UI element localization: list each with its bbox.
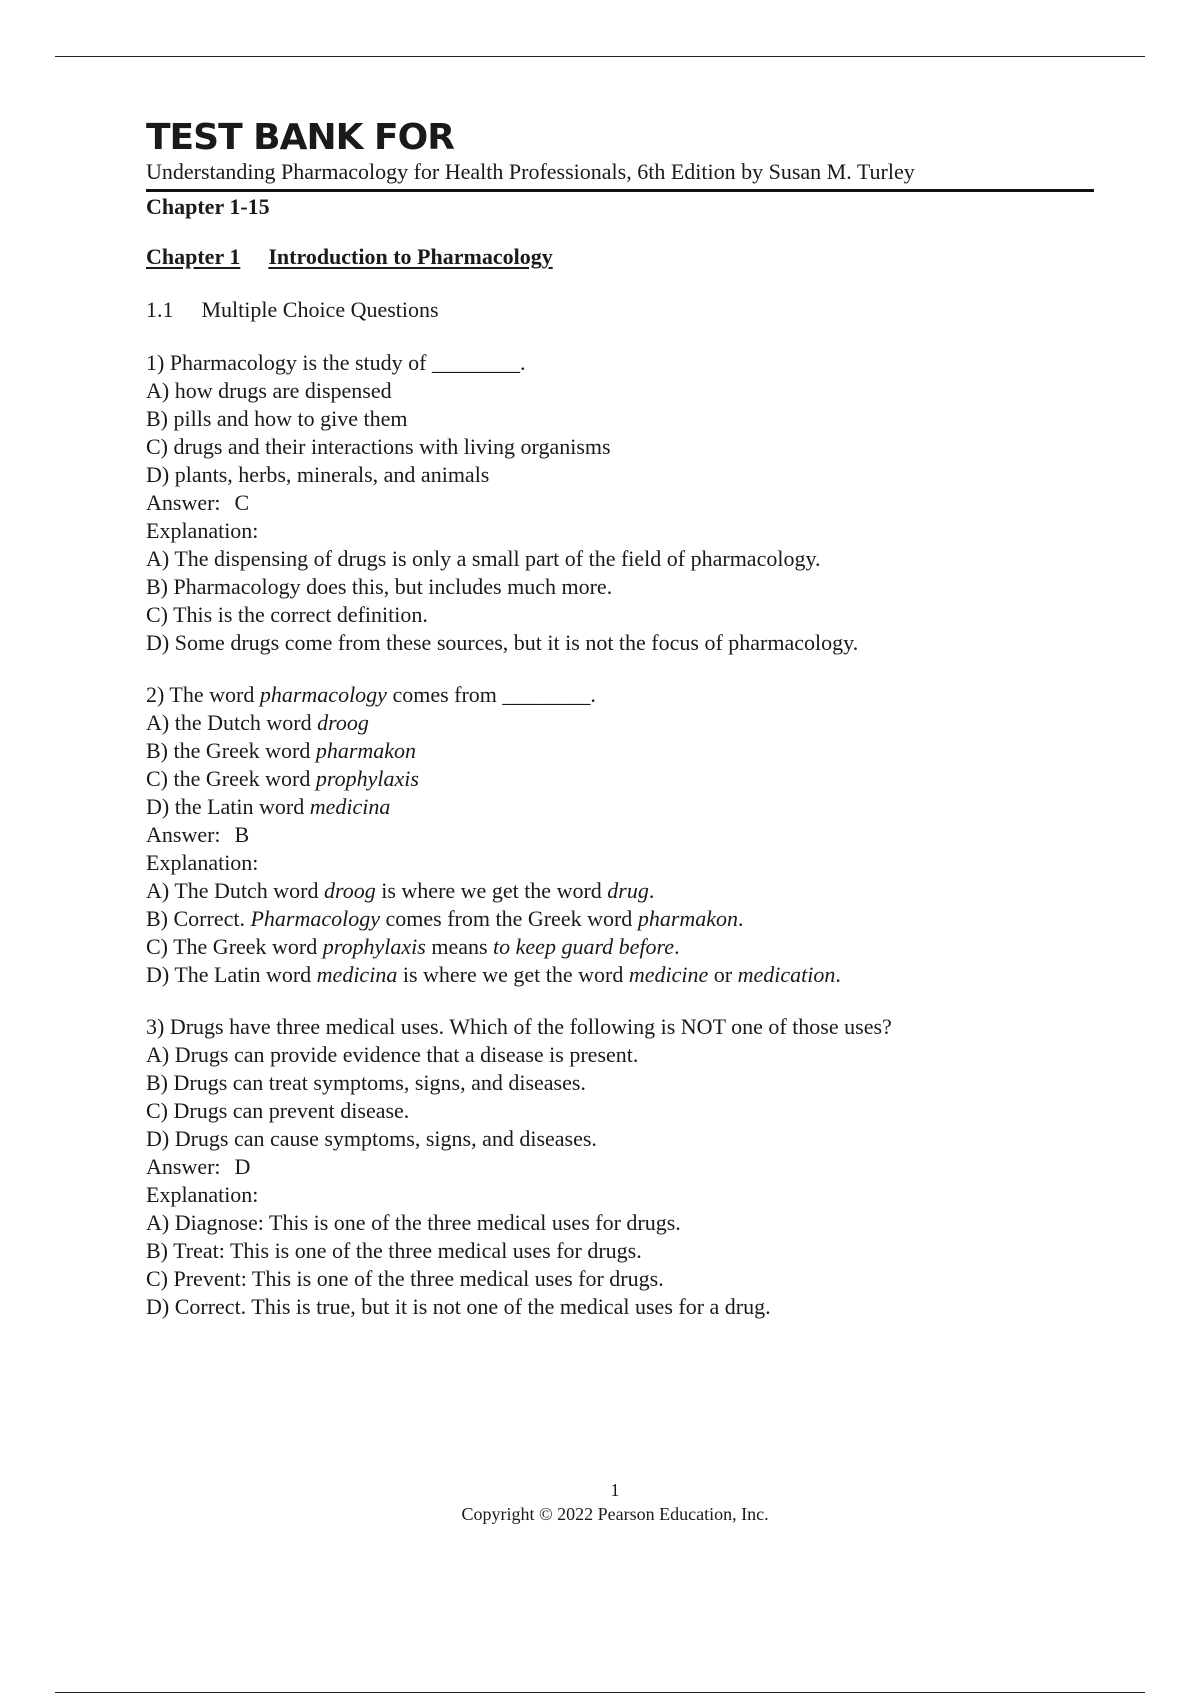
option-a: A) how drugs are dispensed <box>146 378 392 403</box>
chapter-number: Chapter 1 <box>146 244 241 269</box>
explanation-b: B) Correct. Pharmacology comes from the Greek word pharmakon. <box>146 906 744 931</box>
option-b: B) the Greek word pharmakon <box>146 738 417 763</box>
question-stem: 2) The word pharmacology comes from ________. <box>146 682 596 707</box>
top-divider <box>55 56 1145 57</box>
answer-label: Answer: <box>146 822 221 847</box>
document-subtitle: Understanding Pharmacology for Health Professionals, 6th Edition by Susan M. Turley <box>146 158 1094 192</box>
section-number: 1.1 <box>146 297 174 322</box>
explanation-c: C) The Greek word prophylaxis means to keep guard before. <box>146 934 680 959</box>
explanation-label: Explanation: <box>146 850 259 875</box>
option-a: A) Drugs can provide evidence that a disease is present. <box>146 1042 639 1067</box>
option-c: C) the Greek word prophylaxis <box>146 766 419 791</box>
option-a: A) the Dutch word droog <box>146 710 369 735</box>
question-stem: 1) Pharmacology is the study of ________. <box>146 350 526 375</box>
explanation-c: C) This is the correct definition. <box>146 602 428 627</box>
bottom-divider <box>55 1692 1145 1693</box>
explanation-a: A) The dispensing of drugs is only a small part of the field of pharmacology. <box>146 546 821 571</box>
explanation-d: D) The Latin word medicina is where we get the word medicine or medication. <box>146 962 841 987</box>
explanation-c: C) Prevent: This is one of the three medical uses for drugs. <box>146 1266 664 1291</box>
answer-line <box>146 1153 1096 1181</box>
page-footer <box>0 1478 1200 1526</box>
explanation-d: D) Some drugs come from these sources, but it is not the focus of pharmacology. <box>146 630 859 655</box>
option-d: D) Drugs can cause symptoms, signs, and diseases. <box>146 1126 597 1151</box>
explanation-b: B) Pharmacology does this, but includes much more. <box>146 574 613 599</box>
answer-value: B <box>234 822 250 847</box>
option-b: B) pills and how to give them <box>146 406 408 431</box>
option-b: B) Drugs can treat symptoms, signs, and diseases. <box>146 1070 586 1095</box>
chapter-heading <box>146 242 1096 272</box>
option-c: C) Drugs can prevent disease. <box>146 1098 410 1123</box>
question-1 <box>146 349 1096 657</box>
option-d: D) plants, herbs, minerals, and animals <box>146 462 490 487</box>
question-stem: 3) Drugs have three medical uses. Which of the following is NOT one of those uses? <box>146 1014 892 1039</box>
explanation-label: Explanation: <box>146 518 259 543</box>
answer-label: Answer: <box>146 1154 221 1179</box>
answer-label: Answer: <box>146 490 221 515</box>
explanation-d: D) Correct. This is true, but it is not one of the medical uses for a drug. <box>146 1294 771 1319</box>
copyright-notice: Copyright © 2022 Pearson Education, Inc. <box>461 1504 769 1524</box>
page-content <box>146 118 1096 1321</box>
question-2 <box>146 681 1096 989</box>
document-title: TEST BANK FOR <box>146 117 454 158</box>
question-3 <box>146 1013 1096 1321</box>
section-title: Multiple Choice Questions <box>201 297 439 322</box>
answer-line <box>146 821 1096 849</box>
section-heading <box>146 295 1096 325</box>
answer-line <box>146 489 1096 517</box>
chapter-title: Introduction to Pharmacology <box>268 244 553 269</box>
answer-value: C <box>234 490 250 515</box>
explanation-a: A) The Dutch word droog is where we get the word drug. <box>146 878 655 903</box>
explanation-b: B) Treat: This is one of the three medical uses for drugs. <box>146 1238 642 1263</box>
answer-value: D <box>234 1154 251 1179</box>
explanation-label: Explanation: <box>146 1182 259 1207</box>
explanation-a: A) Diagnose: This is one of the three medical uses for drugs. <box>146 1210 681 1235</box>
option-d: D) the Latin word medicina <box>146 794 391 819</box>
option-c: C) drugs and their interactions with living organisms <box>146 434 611 459</box>
chapter-range: Chapter 1-15 <box>146 194 270 219</box>
page-number: 1 <box>610 1480 620 1500</box>
